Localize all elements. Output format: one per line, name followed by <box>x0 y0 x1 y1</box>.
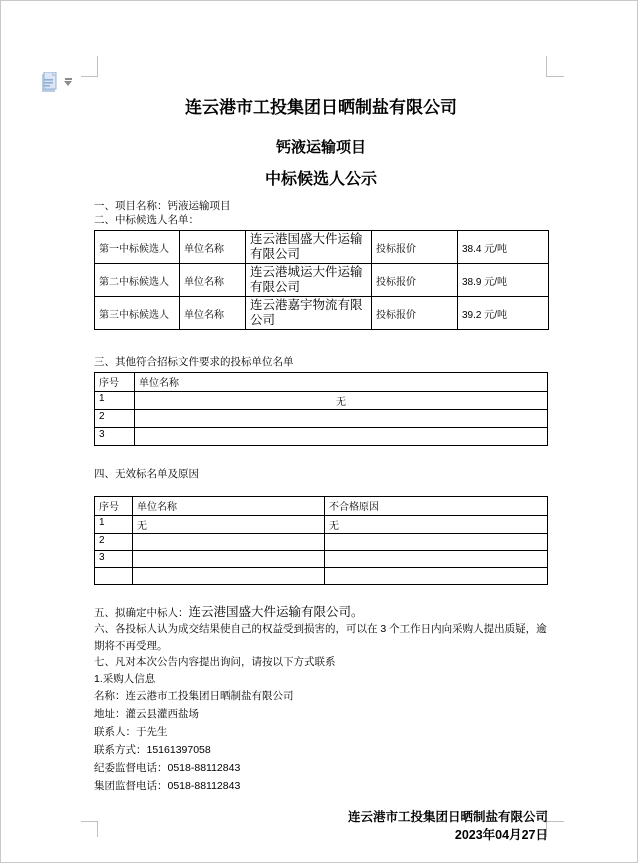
section-2-candidate-list-heading: 二、中标候选人名单： <box>94 214 199 226</box>
reason-cell <box>325 551 548 568</box>
rank-cell: 第三中标候选人 <box>95 297 180 330</box>
serial-cell: 1 <box>95 516 133 534</box>
table-row <box>95 551 548 568</box>
paste-options-button[interactable] <box>41 72 75 96</box>
serial-cell: 3 <box>95 551 133 568</box>
price-label-cell: 投标报价 <box>372 297 458 330</box>
table-row <box>95 297 549 330</box>
rank-cell: 第一中标候选人 <box>95 231 180 264</box>
serial-cell: 2 <box>95 410 135 428</box>
section-7-inquiry-notice: 七、凡对本次公告内容提出询问，请按以下方式联系 <box>94 656 336 668</box>
document-body <box>94 98 548 844</box>
signature-block <box>94 808 548 844</box>
table-header-row <box>95 497 548 516</box>
margin-mark-top-left <box>81 56 98 77</box>
price-cell: 38.4 元/吨 <box>458 231 549 264</box>
price-cell: 39.2 元/吨 <box>458 297 549 330</box>
reason-header-cell: 不合格原因 <box>325 497 548 516</box>
rank-cell: 第二中标候选人 <box>95 264 180 297</box>
table-row <box>95 410 548 428</box>
section-1-project-name: 一、项目名称：钙液运输项目 <box>94 200 231 212</box>
contact-address-line: 地址：灌云县灌西盐场 <box>94 708 199 720</box>
discipline-hotline-line: 纪委监督电话：0518-88112843 <box>94 762 241 774</box>
serial-cell: 1 <box>95 392 135 410</box>
table-row <box>95 568 548 585</box>
company-cell: 连云港城运大件运输有限公司 <box>246 264 372 297</box>
unit-name-cell: 无 <box>133 516 325 534</box>
serial-header-cell: 序号 <box>95 373 135 392</box>
candidates-table <box>94 230 549 330</box>
table-header-row <box>95 373 548 392</box>
table-row <box>95 516 548 534</box>
group-hotline-line: 集团监督电话：0518-88112843 <box>94 780 241 792</box>
unit-name-cell <box>135 428 548 446</box>
awarded-bidder-company: 连云港国盛大件运输有限公司。 <box>188 605 364 619</box>
table-row <box>95 231 549 264</box>
table-row <box>95 392 548 410</box>
serial-cell <box>95 568 133 585</box>
serial-cell: 2 <box>95 534 133 551</box>
reason-cell <box>325 534 548 551</box>
section-3-qualified-heading: 三、其他符合招标文件要求的投标单位名单 <box>94 356 294 368</box>
qualified-bidders-table <box>94 372 548 446</box>
invalid-bids-table <box>94 496 548 585</box>
contact-phone-line: 联系方式：15161397058 <box>94 744 211 756</box>
unit-name-cell <box>133 551 325 568</box>
serial-cell: 3 <box>95 428 135 446</box>
announcement-title: 中标候选人公示 <box>264 171 377 188</box>
unit-name-cell <box>135 410 548 428</box>
company-title: 连云港市工投集团日晒制盐有限公司 <box>185 98 457 117</box>
margin-mark-bottom-right <box>546 821 564 837</box>
price-label-cell: 投标报价 <box>372 231 458 264</box>
unit-name-cell <box>133 568 325 585</box>
name-label-cell: 单位名称 <box>180 231 246 264</box>
reason-cell: 无 <box>325 516 548 534</box>
price-label-cell: 投标报价 <box>372 264 458 297</box>
reason-cell <box>325 568 548 585</box>
signature-date: 2023年04月27日 <box>454 828 548 842</box>
contact-person-line: 联系人：于先生 <box>94 726 168 738</box>
name-label-cell: 单位名称 <box>180 264 246 297</box>
table-row <box>95 534 548 551</box>
company-cell: 连云港嘉宇物流有限公司 <box>246 297 372 330</box>
serial-header-cell: 序号 <box>95 497 133 516</box>
unit-name-header-cell: 单位名称 <box>135 373 548 392</box>
table-row <box>95 428 548 446</box>
unit-name-cell <box>133 534 325 551</box>
name-label-cell: 单位名称 <box>180 297 246 330</box>
table-row <box>95 264 549 297</box>
buyer-info-heading: 1.采购人信息 <box>94 672 156 685</box>
contact-name-line: 名称：连云港市工投集团日晒制盐有限公司 <box>94 690 294 702</box>
awarded-bidder-label: 五、拟确定中标人： <box>94 607 189 619</box>
chevron-down-icon[interactable] <box>64 78 73 86</box>
section-5-awarded-bidder <box>94 604 548 621</box>
company-cell: 连云港国盛大件运输有限公司 <box>246 231 372 264</box>
signature-company: 连云港市工投集团日晒制盐有限公司 <box>347 810 548 824</box>
section-4-invalid-heading: 四、无效标名单及原因 <box>94 468 199 480</box>
price-cell: 38.9 元/吨 <box>458 264 549 297</box>
section-6-objection-notice: 六、各投标人认为成交结果使自己的权益受到损害的，可以在 3 个工作日内向采购人提出质疑，逾期将不再受理。 <box>94 623 547 652</box>
project-title: 钙液运输项目 <box>275 139 366 156</box>
unit-name-cell: 无 <box>135 392 548 410</box>
unit-name-header-cell: 单位名称 <box>133 497 325 516</box>
margin-mark-top-right <box>546 56 564 77</box>
